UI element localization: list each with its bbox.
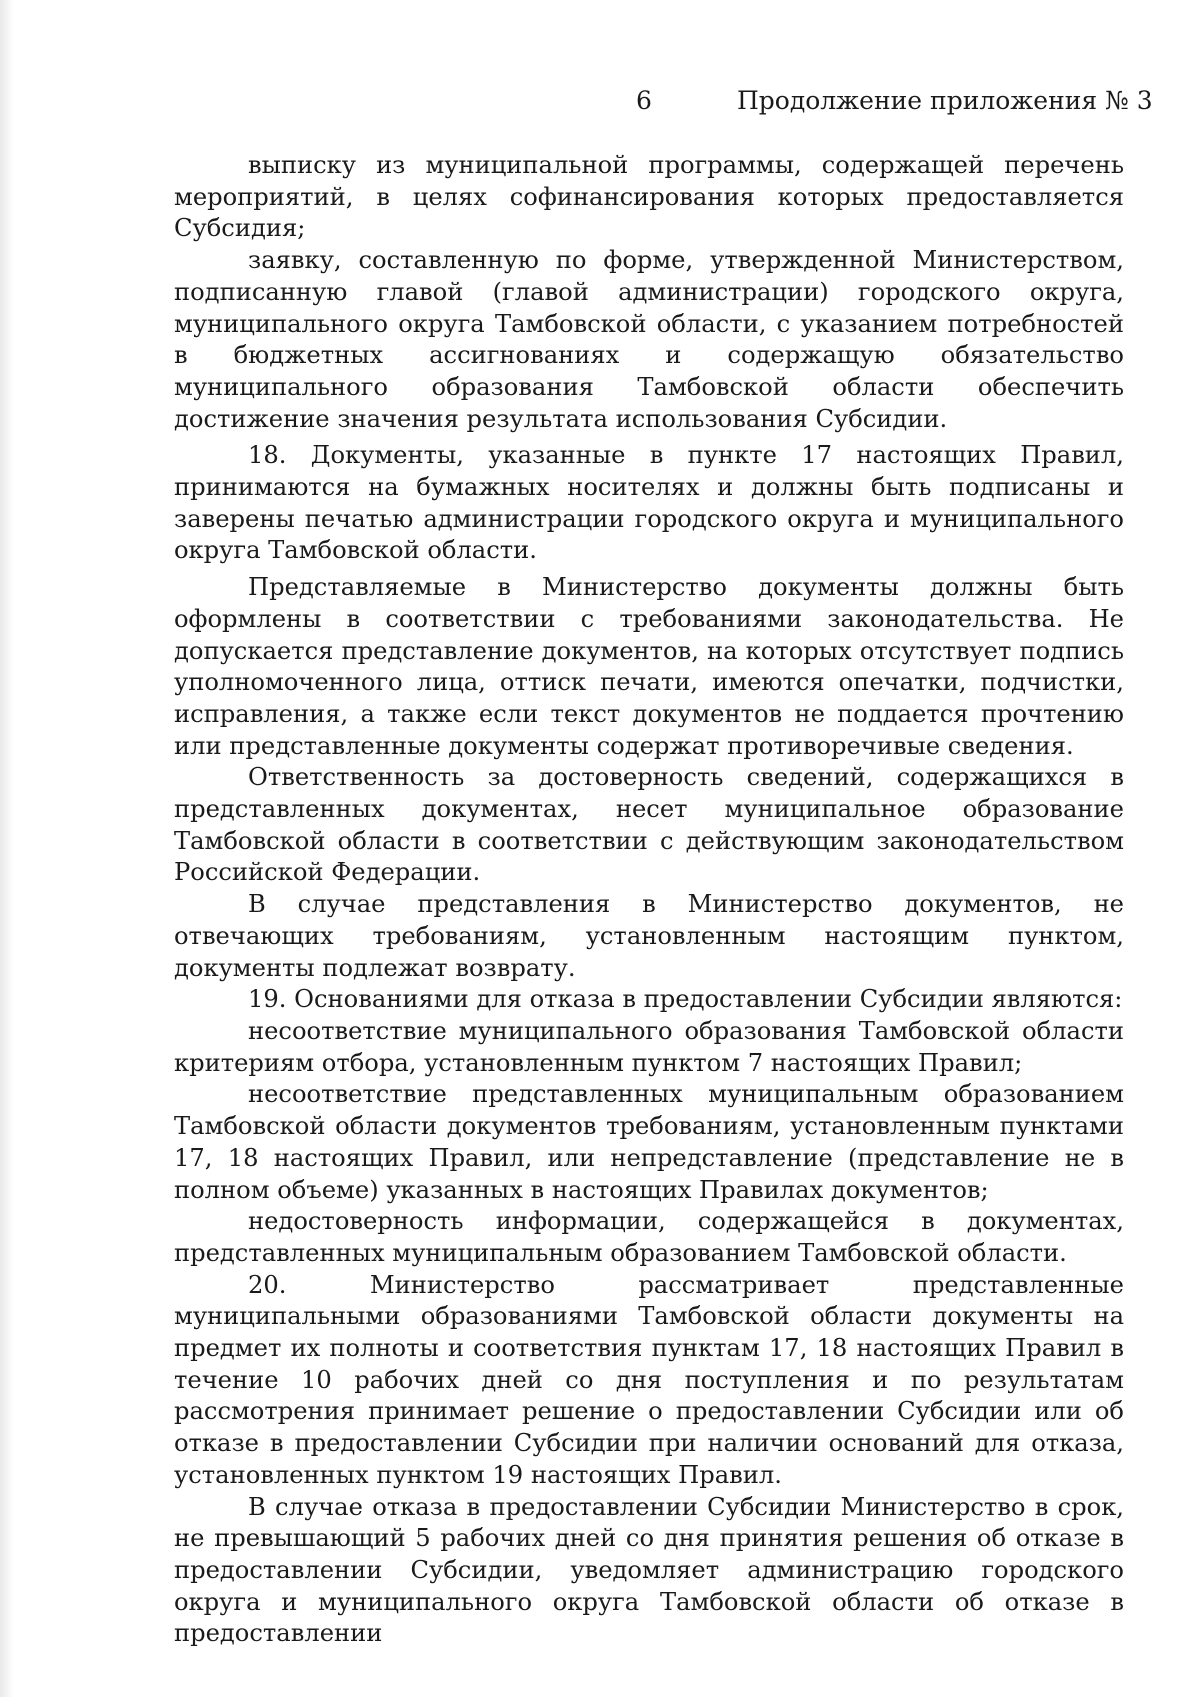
- paragraph-refusal-notice: В случае отказа в предоставлении Субсидии Министерство в срок, не превышающий 5 рабочих дней со дня принятия решения об отказе в предоставлении Субсидии, уведомляет администрацию городского округа и муниципального округа Тамбовской области об отказе в предоставлении: [174, 1492, 1124, 1648]
- page-number: 6: [636, 86, 652, 115]
- paragraph-refusal-criteria: несоответствие муниципального образования Тамбовской области критериям отбора, установленным пунктом 7 настоящих Правил;: [174, 1016, 1124, 1077]
- paragraph-item-19: 19. Основаниями для отказа в предоставлении Субсидии являются:: [248, 985, 1123, 1014]
- appendix-continuation-title: Продолжение приложения № 3: [737, 86, 1153, 115]
- paragraph-responsibility: Ответственность за достоверность сведений, содержащихся в представленных документах, несет муниципальное образование Тамбовской области в соответствии с действующим законодательством Российской Федерации.: [174, 763, 1124, 887]
- document-body: [174, 150, 1124, 1650]
- paragraph-item-18: 18. Документы, указанные в пункте 17 настоящих Правил, принимаются на бумажных носителях и должны быть подписаны и заверены печатью администрации городского округа и муниципального округа Тамбовской области.: [174, 441, 1124, 565]
- paragraph-refusal-documents: несоответствие представленных муниципальным образованием Тамбовской области документов требованиям, установленным пунктами 17, 18 настоящих Правил, или непредставление (представление не в полном объеме) указанных в настоящих Правилах документов;: [174, 1080, 1124, 1204]
- paragraph-application: заявку, составленную по форме, утвержденной Министерством, подписанную главой (главой администрации) городского округа, муниципального округа Тамбовской области, с указанием потребностей в бюджетных ассигнованиях и содержащую обязательство муниципального образования Тамбовской области обеспечить достижение значения результата использования Субсидии.: [174, 246, 1124, 433]
- paragraph-item-20: 20. Министерство рассматривает представленные муниципальными образованиями Тамбовской области документы на предмет их полноты и соответствия пунктам 17, 18 настоящих Правил в течение 10 рабочих дней со дня поступления и по результатам рассмотрения принимает решение о предоставлении Субсидии или об отказе в предоставлении Субсидии при наличии оснований для отказа, установленных пунктом 19 настоящих Правил.: [174, 1270, 1124, 1489]
- scan-edge-shadow: [0, 0, 14, 1697]
- paragraph-refusal-unreliable: недостоверность информации, содержащейся в документах, представленных муниципальным образованием Тамбовской области.: [174, 1207, 1124, 1267]
- paragraph-return-documents: В случае представления в Министерство документов, не отвечающих требованиям, установленным настоящим пунктом, документы подлежат возврату.: [174, 890, 1124, 982]
- paragraph-document-requirements: Представляемые в Министерство документы должны быть оформлены в соответствии с требованиями законодательства. Не допускается представление документов, на которых отсутствует подпись уполномоченного лица, оттиск печати, имеются опечатки, подчистки, исправления, а также если текст документов не поддается прочтению или представленные документы содержат противоречивые сведения.: [174, 573, 1124, 760]
- paragraph-program-extract: выписку из муниципальной программы, содержащей перечень мероприятий, в целях софинансирования которых предоставляется Субсидия;: [174, 151, 1124, 243]
- page-header: [0, 86, 1200, 126]
